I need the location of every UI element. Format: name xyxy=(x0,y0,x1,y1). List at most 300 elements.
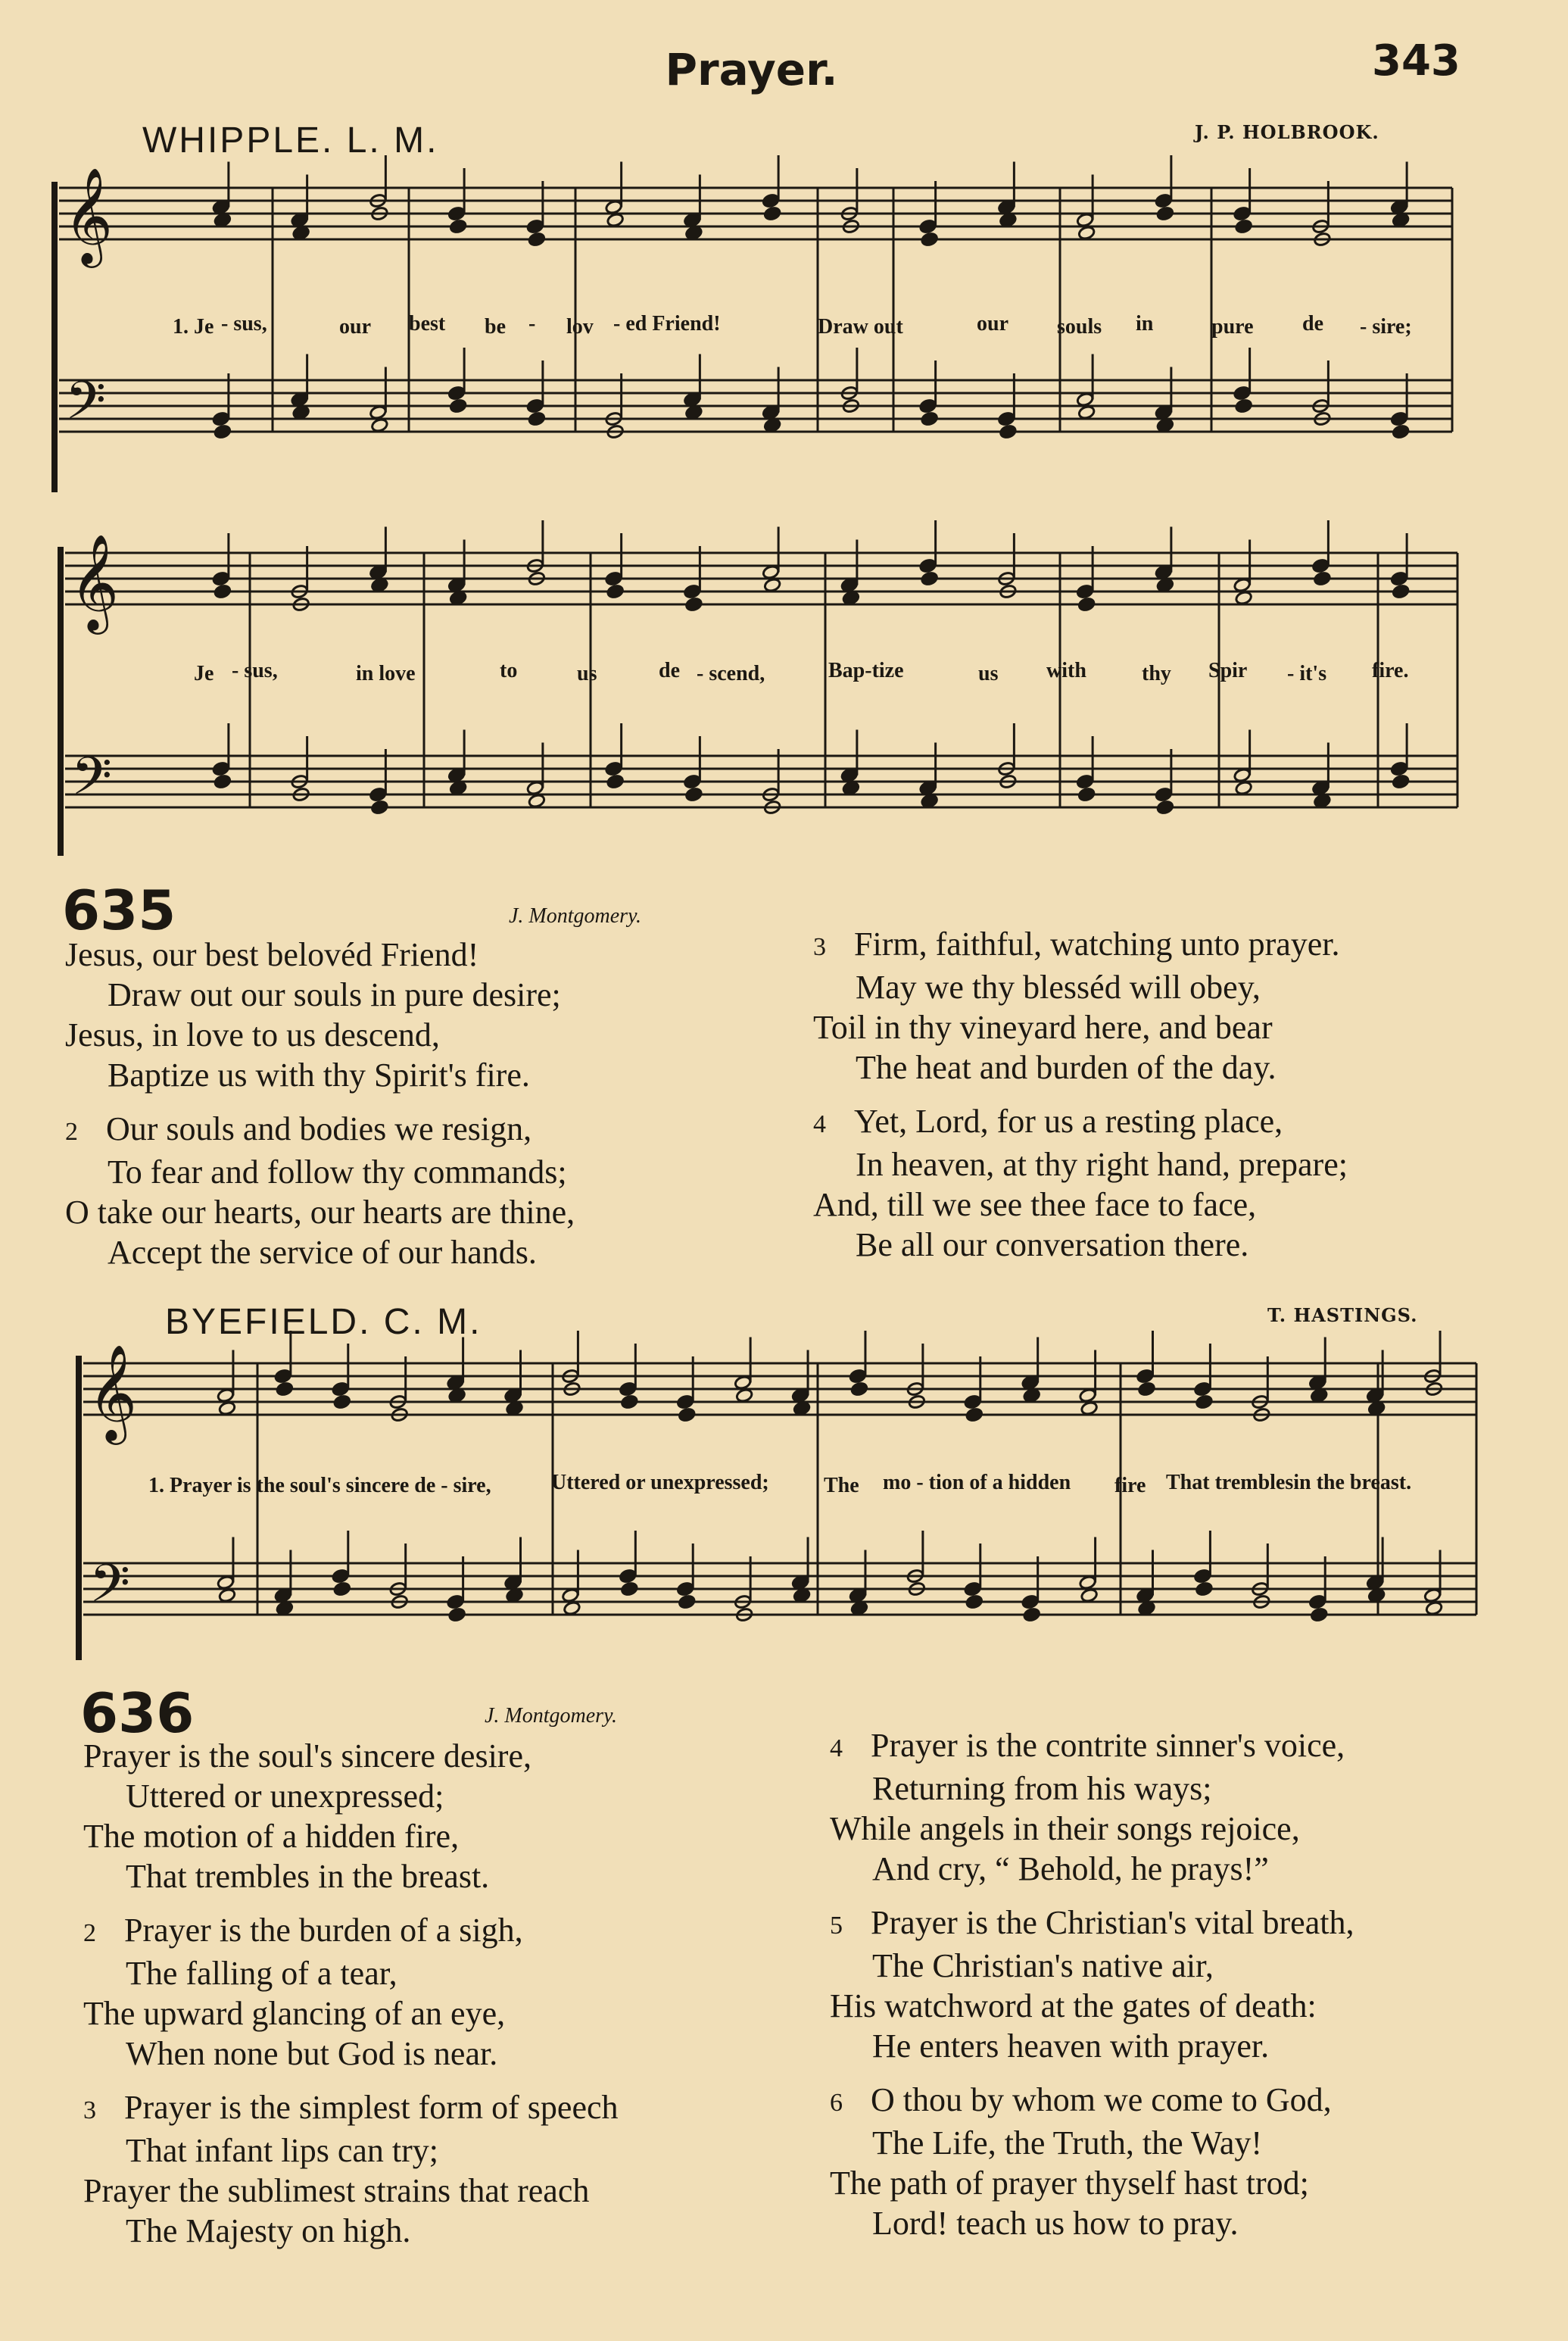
stanza-line xyxy=(830,1725,1354,1768)
stanza-text: Yet, Lord, for us a resting place, xyxy=(854,1103,1283,1140)
stanza-line xyxy=(83,1993,619,2034)
note-head xyxy=(1195,1394,1214,1409)
note-head xyxy=(212,200,230,215)
note-head xyxy=(1076,392,1094,407)
page-title: Prayer. xyxy=(665,44,838,95)
note-head xyxy=(763,578,781,593)
stanza-text: Be all our conversation there. xyxy=(856,1226,1249,1263)
stanza-text: Prayer is the simplest form of speech xyxy=(124,2089,619,2126)
stanza-line xyxy=(83,1953,619,1993)
note-head xyxy=(842,591,860,606)
note-head xyxy=(793,1401,811,1416)
lyric-syllable: The xyxy=(824,1474,859,1497)
note-head xyxy=(763,418,781,433)
lyric-syllable: - sus, xyxy=(221,312,267,336)
note-head xyxy=(332,1381,350,1397)
note-head xyxy=(734,1375,752,1391)
note-head xyxy=(1390,200,1408,215)
stanza-line xyxy=(813,924,1348,967)
lyric-syllable: Bap-tize xyxy=(828,659,904,682)
note-head xyxy=(526,219,544,234)
note-head xyxy=(762,565,780,580)
stanza-text: Prayer is the burden of a sigh, xyxy=(124,1912,523,1949)
note-head xyxy=(1366,1388,1384,1403)
note-head xyxy=(371,578,389,593)
stanza-text: He enters heaven with prayer. xyxy=(872,2027,1270,2065)
stanza-line xyxy=(65,1109,575,1152)
stanza-text: Prayer is the contrite sinner's voice, xyxy=(871,1727,1345,1764)
note-head xyxy=(1079,1388,1097,1403)
note-head xyxy=(1233,385,1252,401)
note-head xyxy=(1392,774,1410,789)
hymn-number-636: 636 xyxy=(80,1681,195,1745)
note-head xyxy=(685,597,703,612)
note-head xyxy=(526,398,544,414)
stanza-line xyxy=(830,1986,1354,2026)
note-head xyxy=(919,398,937,414)
stanza-text: His watchword at the gates of death: xyxy=(830,1987,1317,2024)
note-head xyxy=(1392,584,1410,599)
note-head xyxy=(1312,558,1330,573)
note-head xyxy=(218,1401,236,1416)
tune-name-byefield: BYEFIELD. C. M. xyxy=(165,1302,482,1342)
stanza-line xyxy=(830,1946,1354,1986)
note-head xyxy=(449,398,467,414)
note-head xyxy=(369,405,388,420)
note-head xyxy=(504,1575,522,1590)
note-head xyxy=(1235,219,1253,234)
note-head xyxy=(1392,424,1410,439)
stanza-text: May we thy blesséd will obey, xyxy=(856,969,1261,1006)
stanza-line xyxy=(83,1816,619,1856)
verse-number: 5 xyxy=(830,1912,843,1940)
stanza-line xyxy=(830,1849,1354,1889)
note-head xyxy=(1390,571,1408,586)
stanza-line xyxy=(830,2123,1354,2163)
stanza-line xyxy=(830,2203,1354,2243)
note-head xyxy=(1308,1594,1326,1609)
stanza-line xyxy=(830,2163,1354,2203)
stanza-line xyxy=(83,1736,619,1776)
note-head xyxy=(605,761,623,776)
note-head xyxy=(793,1588,811,1603)
note-head xyxy=(218,1588,236,1603)
stanza-text: And cry, “ Behold, he prays!” xyxy=(872,1850,1269,1887)
stanza-line xyxy=(65,1192,575,1232)
stanza-text: And, till we see thee face to face, xyxy=(813,1186,1257,1223)
stanza-line xyxy=(830,1902,1354,1946)
note-head xyxy=(685,226,703,241)
note-head xyxy=(619,1381,637,1397)
note-head xyxy=(1080,1401,1099,1416)
clef-icon: 𝄢 xyxy=(65,370,107,444)
stanza-text: Returning from his ways; xyxy=(872,1770,1212,1807)
stanza-text: Our souls and bodies we resign, xyxy=(106,1110,532,1147)
note-head xyxy=(214,424,232,439)
note-head xyxy=(1392,213,1410,228)
stanza-text: Prayer the sublimest strains that reach xyxy=(83,2172,590,2209)
stanza-line xyxy=(830,2080,1354,2123)
note-head xyxy=(1076,584,1094,599)
note-head xyxy=(1023,1607,1041,1622)
note-head xyxy=(1023,1388,1041,1403)
note-head xyxy=(791,1388,809,1403)
note-head xyxy=(921,232,939,247)
stanza-text: In heaven, at thy right hand, prepare; xyxy=(856,1146,1348,1183)
note-head xyxy=(685,787,703,802)
note-head xyxy=(212,571,230,586)
lyric-syllable: - scend, xyxy=(697,662,765,685)
note-head xyxy=(447,768,466,783)
note-head xyxy=(999,213,1018,228)
note-head xyxy=(528,232,546,247)
stanza-text: The upward glancing of an eye, xyxy=(83,1995,506,2032)
note-head xyxy=(449,219,467,234)
stanza-line xyxy=(813,1101,1348,1144)
tune-name-whipple: WHIPPLE. L. M. xyxy=(142,120,439,161)
stanza-text: The falling of a tear, xyxy=(126,1955,397,1992)
note-head xyxy=(276,1601,294,1616)
note-head xyxy=(528,411,546,426)
clef-icon: 𝄞 xyxy=(64,167,114,264)
lyric-syllable: - sus, xyxy=(232,659,278,682)
note-head xyxy=(621,1581,639,1597)
stanza-line xyxy=(83,2087,619,2130)
note-head xyxy=(562,1588,580,1603)
verse-number: 4 xyxy=(830,1734,843,1762)
stanza-line xyxy=(83,2211,619,2251)
note-head xyxy=(1425,1601,1443,1616)
lyric-syllable: in xyxy=(1136,312,1154,336)
stanza-line xyxy=(813,967,1348,1007)
note-head xyxy=(842,781,860,796)
stanza-line xyxy=(83,2034,619,2074)
stanza-line xyxy=(830,1768,1354,1809)
note-head xyxy=(676,1581,694,1597)
lyric-syllable: with xyxy=(1046,659,1086,682)
hymn-635-column-2 xyxy=(813,924,1348,1265)
note-head xyxy=(1156,578,1174,593)
note-head xyxy=(678,1594,696,1609)
note-head xyxy=(449,781,467,796)
stanza-text: The path of prayer thyself hast trod; xyxy=(830,2165,1309,2202)
clef-icon: 𝄞 xyxy=(88,1344,138,1440)
note-head xyxy=(606,584,625,599)
note-head xyxy=(919,781,937,796)
note-head xyxy=(292,405,310,420)
note-head xyxy=(791,1575,809,1590)
note-head xyxy=(1310,1607,1328,1622)
note-head xyxy=(965,1594,984,1609)
lyric-syllable: to xyxy=(500,659,518,682)
stanza-text: While angels in their songs rejoice, xyxy=(830,1810,1300,1847)
note-head xyxy=(1423,1588,1442,1603)
note-head xyxy=(849,1369,867,1384)
note-head xyxy=(563,1601,581,1616)
stanza-text: Uttered or unexpressed; xyxy=(126,1778,444,1815)
stanza-text: Baptize us with thy Spirit's fire. xyxy=(108,1057,530,1094)
lyric-syllable: 1. Je xyxy=(173,315,214,339)
note-head xyxy=(964,1581,982,1597)
page-number: 343 xyxy=(1372,36,1460,86)
stanza-line xyxy=(65,1015,575,1055)
note-head xyxy=(1314,794,1332,809)
note-head xyxy=(291,392,309,407)
note-head xyxy=(1366,1575,1384,1590)
stanza-text: Jesus, our best belovéd Friend! xyxy=(65,936,479,973)
lyric-syllable: - xyxy=(528,312,536,336)
note-head xyxy=(449,591,467,606)
note-head xyxy=(1155,193,1173,208)
note-head xyxy=(676,1394,694,1409)
note-head xyxy=(684,584,702,599)
note-head xyxy=(684,392,702,407)
stanza-line xyxy=(65,975,575,1015)
note-head xyxy=(684,213,702,228)
note-head xyxy=(621,1394,639,1409)
stanza-line xyxy=(65,1152,575,1192)
stanza-text: Prayer is the soul's sincere desire, xyxy=(83,1737,531,1774)
note-head xyxy=(999,424,1018,439)
lyric-syllable: our xyxy=(339,315,371,339)
lyric-syllable: de xyxy=(659,659,680,682)
note-head xyxy=(1233,578,1252,593)
hymn-636-column-1 xyxy=(83,1736,619,2251)
stanza-text: Jesus, in love to us descend, xyxy=(65,1016,440,1053)
note-head xyxy=(217,1575,235,1590)
lyric-syllable: souls xyxy=(1057,315,1102,339)
note-head xyxy=(217,1388,235,1403)
note-head xyxy=(685,405,703,420)
note-head xyxy=(447,1594,465,1609)
note-head xyxy=(1156,206,1174,221)
tune-composer-whipple: J. P. HOLBROOK. xyxy=(1195,121,1379,143)
lyric-syllable: 1. Prayer is the soul's sincere de - sire, xyxy=(148,1474,491,1497)
note-head xyxy=(1076,213,1094,228)
lyric-syllable: in love xyxy=(356,662,416,685)
note-head xyxy=(678,1407,696,1422)
note-head xyxy=(1138,1381,1156,1397)
note-head xyxy=(606,213,625,228)
stanza-line xyxy=(830,1809,1354,1849)
note-head xyxy=(291,213,309,228)
lyric-syllable: mo - tion of a hidden xyxy=(883,1471,1071,1494)
stanza-text: When none but God is near. xyxy=(126,2035,498,2072)
note-head xyxy=(998,411,1016,426)
stanza-line xyxy=(65,1055,575,1095)
note-head xyxy=(212,411,230,426)
note-head xyxy=(448,1607,466,1622)
lyric-syllable: Je xyxy=(194,662,214,685)
stanza-text: The motion of a hidden fire, xyxy=(83,1818,460,1855)
note-head xyxy=(1367,1588,1386,1603)
stanza-line xyxy=(813,1007,1348,1047)
stanza-text: The Majesty on high. xyxy=(126,2212,411,2249)
note-head xyxy=(1235,781,1253,796)
stanza-text: That trembles in the breast. xyxy=(126,1858,490,1895)
stanza-line xyxy=(813,1047,1348,1088)
note-head xyxy=(1076,774,1094,789)
note-head xyxy=(1194,1568,1212,1584)
note-head xyxy=(333,1581,351,1597)
note-head xyxy=(619,1568,637,1584)
stanza-text: O take our hearts, our hearts are thine, xyxy=(65,1194,575,1231)
note-head xyxy=(840,578,859,593)
stanza-text: The Christian's native air, xyxy=(872,1947,1214,1984)
note-head xyxy=(1077,787,1096,802)
note-head xyxy=(1390,761,1408,776)
note-head xyxy=(506,1401,524,1416)
note-head xyxy=(369,787,388,802)
note-head xyxy=(276,1381,294,1397)
note-head xyxy=(921,794,939,809)
lyric-syllable: be xyxy=(485,315,506,339)
lyric-syllable: - ed Friend! xyxy=(613,312,721,336)
note-head xyxy=(606,774,625,789)
clef-icon: 𝄞 xyxy=(70,533,120,630)
verse-number: 3 xyxy=(83,2096,96,2124)
stanza-text: O thou by whom we come to God, xyxy=(871,2081,1332,2118)
note-head xyxy=(1233,768,1252,783)
note-head xyxy=(332,1568,350,1584)
note-head xyxy=(504,1388,522,1403)
note-head xyxy=(1156,800,1174,815)
verse-number: 6 xyxy=(830,2089,843,2117)
note-head xyxy=(1308,1375,1326,1391)
stanza-text: The heat and burden of the day. xyxy=(856,1049,1277,1086)
stanza-line xyxy=(813,1144,1348,1185)
verse-number: 2 xyxy=(65,1118,78,1146)
stanza-line xyxy=(830,2026,1354,2066)
note-head xyxy=(1021,1594,1040,1609)
note-head xyxy=(1136,1369,1155,1384)
lyric-syllable: - sire; xyxy=(1360,315,1412,339)
note-head xyxy=(850,1381,868,1397)
note-head xyxy=(1077,226,1096,241)
hymn-635-column-1 xyxy=(65,935,575,1272)
lyric-syllable: - it's xyxy=(1287,662,1327,685)
verse-number: 4 xyxy=(813,1110,826,1138)
note-head xyxy=(214,584,232,599)
note-head xyxy=(274,1588,292,1603)
stanza-line xyxy=(83,1856,619,1896)
note-head xyxy=(1021,1375,1040,1391)
note-head xyxy=(1312,781,1330,796)
note-head xyxy=(735,1388,753,1403)
stanza-text: Toil in thy vineyard here, and bear xyxy=(813,1009,1273,1046)
note-head xyxy=(292,226,310,241)
verse-number: 2 xyxy=(83,1919,96,1947)
note-head xyxy=(919,219,937,234)
note-head xyxy=(1138,1601,1156,1616)
hymn-number-635: 635 xyxy=(62,879,176,942)
stanza-line xyxy=(83,1776,619,1816)
lyric-syllable: us xyxy=(978,662,999,685)
note-head xyxy=(1155,787,1173,802)
lyric-syllable: us xyxy=(577,662,597,685)
lyric-syllable: thy xyxy=(1142,662,1171,685)
note-head xyxy=(605,200,623,215)
note-head xyxy=(1077,405,1096,420)
stanza-line xyxy=(65,935,575,975)
note-head xyxy=(762,193,780,208)
note-head xyxy=(1077,597,1096,612)
note-head xyxy=(447,206,466,221)
stanza-line xyxy=(83,2171,619,2211)
lyric-syllable: lov xyxy=(566,315,594,339)
note-head xyxy=(1390,411,1408,426)
lyric-syllable: That tremblesin the breast. xyxy=(1166,1471,1412,1494)
note-head xyxy=(998,200,1016,215)
verse-number: 3 xyxy=(813,933,826,961)
note-head xyxy=(333,1394,351,1409)
lyric-syllable: our xyxy=(977,312,1008,336)
lyric-syllable: de xyxy=(1302,312,1323,336)
note-head xyxy=(1195,1581,1214,1597)
note-head xyxy=(506,1588,524,1603)
stanza-text: Firm, faithful, watching unto prayer. xyxy=(854,925,1340,963)
note-head xyxy=(528,794,546,809)
note-head xyxy=(605,571,623,586)
lyric-syllable: pure xyxy=(1211,315,1254,339)
note-head xyxy=(1235,591,1253,606)
note-head xyxy=(1233,206,1252,221)
note-head xyxy=(371,418,389,433)
note-head xyxy=(850,1601,868,1616)
note-head xyxy=(1235,398,1253,414)
note-head xyxy=(762,405,780,420)
note-head xyxy=(1156,418,1174,433)
note-head xyxy=(274,1369,292,1384)
note-head xyxy=(447,578,466,593)
note-head xyxy=(371,800,389,815)
note-head xyxy=(1314,571,1332,586)
note-head xyxy=(921,411,939,426)
note-head xyxy=(849,1588,867,1603)
note-head xyxy=(965,1407,984,1422)
lyric-syllable: fire. xyxy=(1372,659,1409,682)
stanza-line xyxy=(65,1232,575,1272)
lyric-syllable: best xyxy=(409,312,446,336)
hymn-author-635: J. Montgomery. xyxy=(509,904,641,928)
note-head xyxy=(964,1394,982,1409)
note-head xyxy=(447,1375,465,1391)
note-head xyxy=(840,768,859,783)
note-head xyxy=(1079,1575,1097,1590)
stanza-line xyxy=(813,1185,1348,1225)
lyric-syllable: Uttered or unexpressed; xyxy=(551,1471,769,1494)
note-head xyxy=(214,213,232,228)
hymn-author-636: J. Montgomery. xyxy=(485,1704,617,1728)
note-head xyxy=(1194,1381,1212,1397)
lyric-syllable: Draw out xyxy=(818,315,903,339)
clef-icon: 𝄢 xyxy=(89,1553,131,1627)
stanza-text: To fear and follow thy commands; xyxy=(108,1153,567,1191)
stanza-text: Accept the service of our hands. xyxy=(108,1234,537,1271)
stanza-text: The Life, the Truth, the Way! xyxy=(872,2124,1263,2162)
note-head xyxy=(1367,1401,1386,1416)
note-head xyxy=(214,774,232,789)
note-head xyxy=(919,558,937,573)
note-head xyxy=(447,385,466,401)
hymn-636-column-2 xyxy=(830,1725,1354,2243)
stanza-text: Lord! teach us how to pray. xyxy=(872,2205,1239,2242)
lyric-syllable: fire xyxy=(1114,1474,1146,1497)
stanza-line xyxy=(813,1225,1348,1265)
note-head xyxy=(369,565,388,580)
stanza-line xyxy=(83,2130,619,2171)
lyric-syllable: Spir xyxy=(1208,659,1248,682)
